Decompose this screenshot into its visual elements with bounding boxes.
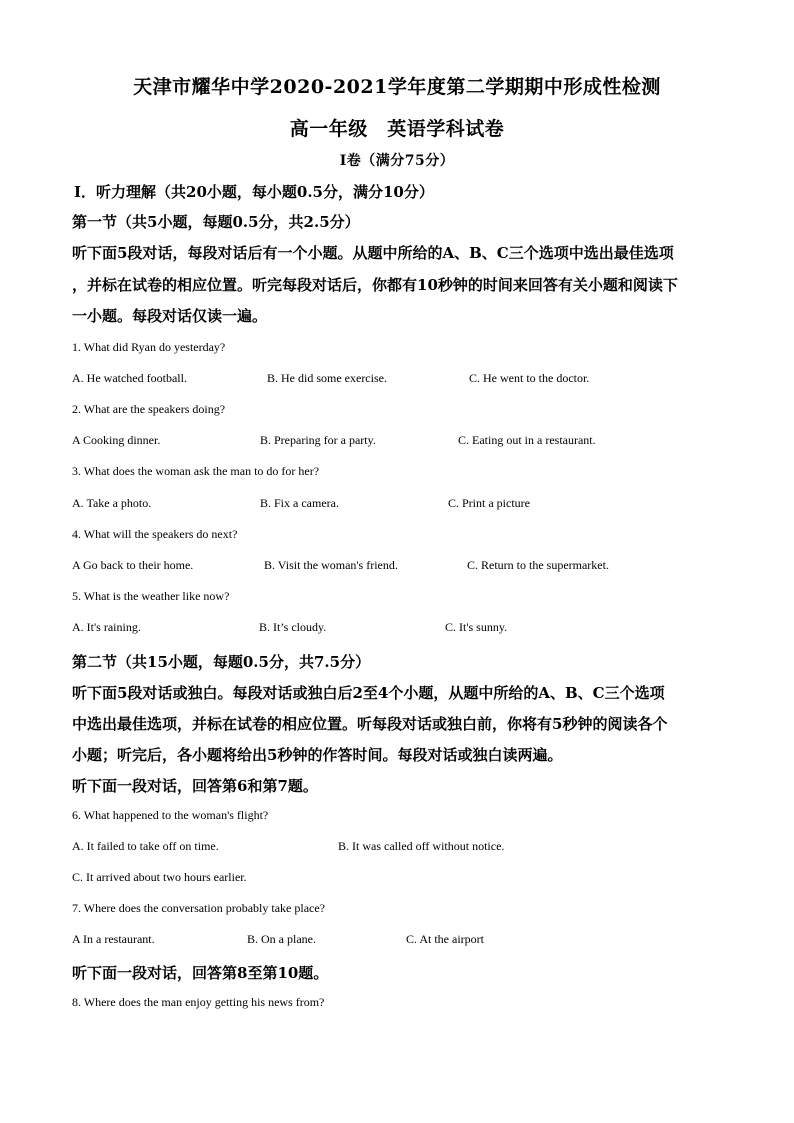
group1-heading: 听下面一段对话，回答第6和第7题。: [72, 777, 318, 795]
question-3-option-c: C. Print a picture: [448, 496, 530, 510]
question-1-option-a: A. He watched football.: [72, 371, 187, 385]
question-7: 7. Where does the conversation probably take place?: [72, 901, 326, 915]
question-5-option-a: A. It's raining.: [72, 620, 141, 634]
question-1: 1. What did Ryan do yesterday?: [72, 340, 226, 354]
question-2-option-c: C. Eating out in a restaurant.: [458, 433, 596, 447]
section2-heading: 第二节（共15小题，每题0.5分，共7.5分）: [72, 653, 371, 671]
question-4-option-b: B. Visit the woman's friend.: [264, 558, 398, 572]
exam-subtitle: 高一年级 英语学科试卷: [289, 118, 505, 140]
question-2-option-b: B. Preparing for a party.: [260, 433, 376, 447]
question-7-option-a: A In a restaurant.: [72, 932, 155, 946]
question-4-option-c: C. Return to the supermarket.: [467, 558, 609, 572]
question-2: 2. What are the speakers doing?: [72, 402, 226, 416]
group2-heading: 听下面一段对话，回答第8至第10题。: [72, 964, 329, 982]
question-3: 3. What does the woman ask the man to do for her?: [72, 464, 320, 478]
question-6-option-b: B. It was called off without notice.: [338, 839, 505, 853]
question-5: 5. What is the weather like now?: [72, 589, 230, 603]
volume-label: I卷（满分75分）: [339, 153, 455, 169]
part1-heading: Ⅰ．听力理解（共20小题，每小题0.5分，满分10分）: [74, 183, 434, 201]
section2-instruction-line-2: 中选出最佳选项，并标在试卷的相应位置。听每段对话或独白前，你将有5秒钟的阅读各个: [72, 715, 668, 733]
question-3-option-b: B. Fix a camera.: [260, 496, 339, 510]
question-4: 4. What will the speakers do next?: [72, 527, 238, 541]
section2-instruction-line-1: 听下面5段对话或独白。每段对话或独白后2至4个小题，从题中所给的A、B、C三个选项: [72, 684, 665, 702]
section1-instruction-line-2: ，并标在试卷的相应位置。听完每段对话后，你都有10秒钟的时间来回答有关小题和阅读下: [72, 276, 678, 294]
question-6: 6. What happened to the woman's flight?: [72, 808, 269, 822]
exam-title: 天津市耀华中学2020-2021学年度第二学期期中形成性检测: [133, 76, 661, 98]
section1-instruction-line-1: 听下面5段对话，每段对话后有一个小题。从题中所给的A、B、C三个选项中选出最佳选项: [72, 244, 674, 262]
question-7-option-c: C. At the airport: [406, 932, 484, 946]
question-1-option-b: B. He did some exercise.: [267, 371, 387, 385]
question-5-option-b: B. It’s cloudy.: [259, 620, 327, 634]
question-8: 8. Where does the man enjoy getting his news from?: [72, 995, 325, 1009]
question-3-option-a: A. Take a photo.: [72, 496, 152, 510]
question-5-option-c: C. It's sunny.: [445, 620, 508, 634]
question-6-option-a: A. It failed to take off on time.: [72, 839, 219, 853]
question-1-option-c: C. He went to the doctor.: [469, 371, 590, 385]
section2-instruction-line-3: 小题；听完后，各小题将给出5秒钟的作答时间。每段对话或独白读两遍。: [72, 746, 563, 764]
question-7-option-b: B. On a plane.: [247, 932, 316, 946]
question-2-option-a: A Cooking dinner.: [72, 433, 161, 447]
question-6-option-c: C. It arrived about two hours earlier.: [72, 870, 247, 884]
question-4-option-a: A Go back to their home.: [72, 558, 194, 572]
section1-heading: 第一节（共5小题，每题0.5分，共2.5分）: [72, 213, 360, 231]
section1-instruction-line-3: 一小题。每段对话仅读一遍。: [72, 307, 268, 325]
